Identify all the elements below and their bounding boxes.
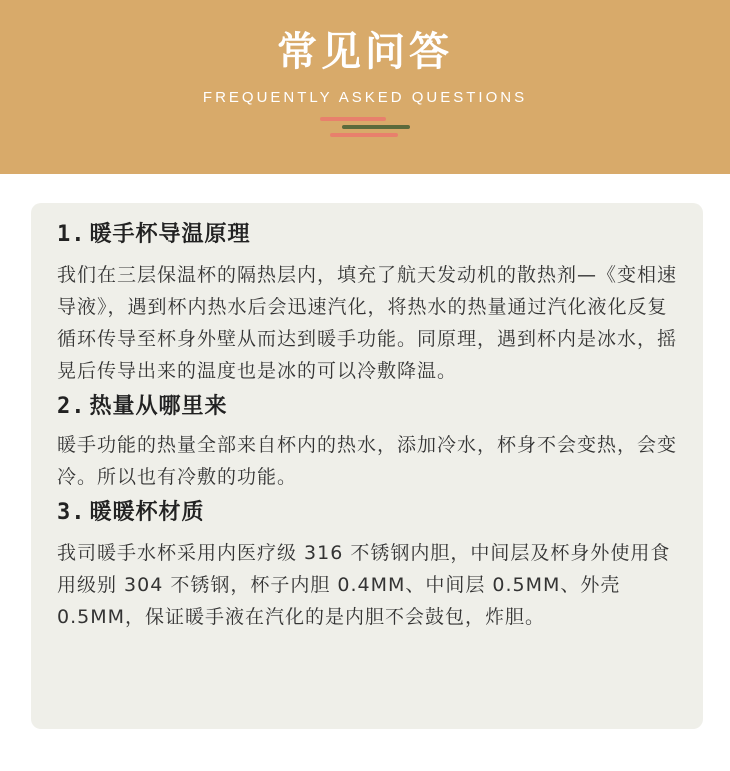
faq-2-heading: [57, 389, 687, 425]
header-banner: [0, 0, 730, 174]
decorative-line-red-top: [320, 117, 386, 121]
page-title: 常见问答: [277, 29, 453, 75]
faq-1-title: 暖手杯导温原理: [89, 222, 251, 247]
decorative-line-green: [342, 125, 410, 129]
faq-card: [31, 203, 703, 729]
faq-2-number: 2.: [57, 394, 86, 419]
faq-3-number: 3.: [57, 500, 86, 525]
faq-1-number: 1.: [57, 222, 86, 247]
faq-list: [57, 217, 687, 633]
faq-2-body: 暖手功能的热量全部来自杯内的热水，添加冷水，杯身不会变热，会变冷。所以也有冷敷的功能。: [57, 434, 678, 488]
faq-2-title: 热量从哪里来: [89, 394, 228, 419]
page-subtitle: FREQUENTLY ASKED QUESTIONS: [202, 89, 528, 106]
decorative-line-red-bottom: [330, 133, 398, 137]
faq-3-heading: [57, 495, 687, 531]
faq-1-heading: [57, 217, 687, 253]
faq-3-title: 暖暖杯材质: [89, 500, 205, 525]
faq-3-body: 我司暖手水杯采用内医疗级 316 不锈钢内胆，中间层及杯身外使用食用级别 304 不锈钢，杯子内胆 0.4MM、中间层 0.5MM、外壳 0.5MM，保证暖手液在汽化的是内胆不会鼓包，炸胆。: [57, 542, 671, 628]
faq-1-body: 我们在三层保温杯的隔热层内，填充了航天发动机的散热剂—《变相速导液》，遇到杯内热水后会迅速汽化，将热水的热量通过汽化液化反复循环传导至杯身外壁从而达到暖手功能。同原理，遇到杯内是冰水，摇晃后传导出来的温度也是冰的可以冷敷降温。: [57, 264, 678, 382]
